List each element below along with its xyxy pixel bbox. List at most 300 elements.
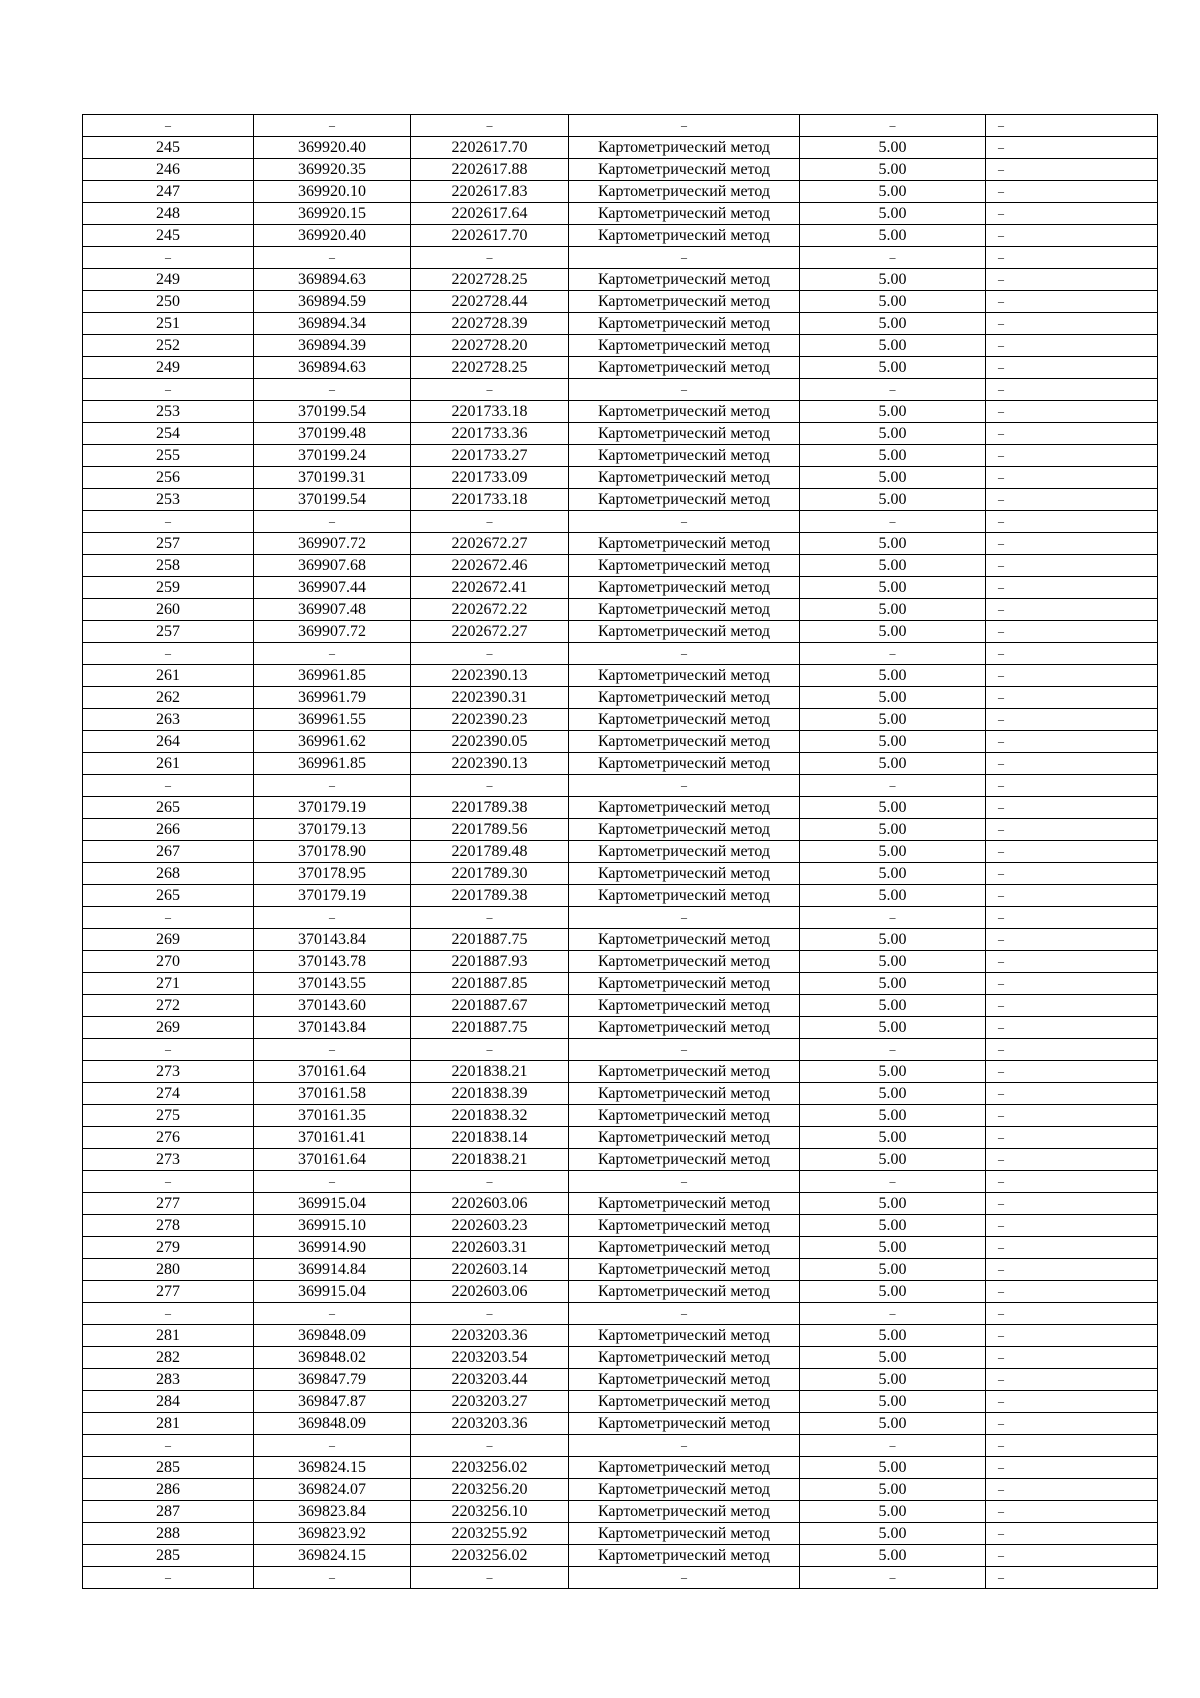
table-row: [83, 973, 1158, 995]
coordinate-y: 2202390.13: [411, 753, 569, 775]
coordinate-y: 2201789.56: [411, 819, 569, 841]
coordinate-x: 370161.58: [254, 1083, 411, 1105]
method: Картометрический метод: [569, 797, 800, 819]
method: Картометрический метод: [569, 973, 800, 995]
table-row: [83, 1391, 1158, 1413]
method: Картометрический метод: [569, 555, 800, 577]
separator-dash: –: [569, 1039, 800, 1061]
table-row: [83, 313, 1158, 335]
separator-dash: –: [254, 379, 411, 401]
point-number: 279: [83, 1237, 254, 1259]
point-number: 273: [83, 1149, 254, 1171]
note-dash: –: [986, 885, 1158, 907]
table-row: [83, 1127, 1158, 1149]
separator-dash: –: [986, 643, 1158, 665]
separator-dash: –: [83, 379, 254, 401]
separator-dash: –: [411, 511, 569, 533]
point-number: 257: [83, 621, 254, 643]
coordinate-y: 2203203.36: [411, 1413, 569, 1435]
coordinate-y: 2202617.64: [411, 203, 569, 225]
note-dash: –: [986, 423, 1158, 445]
separator-dash: –: [254, 511, 411, 533]
coordinate-y: 2202390.13: [411, 665, 569, 687]
point-number: 288: [83, 1523, 254, 1545]
coordinate-x: 369824.15: [254, 1457, 411, 1479]
coordinate-x: 369823.92: [254, 1523, 411, 1545]
point-number: 269: [83, 1017, 254, 1039]
note-dash: –: [986, 841, 1158, 863]
point-number: 255: [83, 445, 254, 467]
separator-dash: –: [254, 247, 411, 269]
coordinate-x: 369907.72: [254, 621, 411, 643]
point-number: 248: [83, 203, 254, 225]
note-dash: –: [986, 313, 1158, 335]
coordinate-x: 369961.79: [254, 687, 411, 709]
separator-dash: –: [800, 379, 986, 401]
note-dash: –: [986, 181, 1158, 203]
coordinate-x: 369847.79: [254, 1369, 411, 1391]
accuracy: 5.00: [800, 335, 986, 357]
note-dash: –: [986, 577, 1158, 599]
accuracy: 5.00: [800, 995, 986, 1017]
method: Картометрический метод: [569, 731, 800, 753]
table-row: [83, 445, 1158, 467]
coordinate-x: 369961.85: [254, 753, 411, 775]
point-number: 259: [83, 577, 254, 599]
coordinate-x: 369894.63: [254, 357, 411, 379]
coordinate-y: 2202672.27: [411, 533, 569, 555]
note-dash: –: [986, 1083, 1158, 1105]
point-number: 275: [83, 1105, 254, 1127]
separator-dash: –: [986, 115, 1158, 137]
separator-dash: –: [83, 775, 254, 797]
coordinate-y: 2201789.38: [411, 885, 569, 907]
coordinate-x: 370199.54: [254, 489, 411, 511]
coordinate-x: 369848.02: [254, 1347, 411, 1369]
note-dash: –: [986, 335, 1158, 357]
coordinate-x: 370178.90: [254, 841, 411, 863]
method: Картометрический метод: [569, 423, 800, 445]
point-number: 285: [83, 1545, 254, 1567]
separator-row: [83, 1039, 1158, 1061]
separator-row: [83, 1435, 1158, 1457]
coordinate-y: 2202617.70: [411, 225, 569, 247]
method: Картометрический метод: [569, 203, 800, 225]
coordinate-y: 2202728.44: [411, 291, 569, 313]
note-dash: –: [986, 995, 1158, 1017]
coordinate-x: 369961.85: [254, 665, 411, 687]
note-dash: –: [986, 533, 1158, 555]
separator-row: [83, 247, 1158, 269]
coordinate-y: 2201733.36: [411, 423, 569, 445]
table-row: [83, 1413, 1158, 1435]
coordinate-y: 2203203.36: [411, 1325, 569, 1347]
coordinate-y: 2203203.44: [411, 1369, 569, 1391]
coordinate-y: 2202390.31: [411, 687, 569, 709]
coordinate-y: 2203203.54: [411, 1347, 569, 1369]
note-dash: –: [986, 1061, 1158, 1083]
coordinate-x: 369961.62: [254, 731, 411, 753]
point-number: 262: [83, 687, 254, 709]
table-row: [83, 1017, 1158, 1039]
note-dash: –: [986, 489, 1158, 511]
coordinate-x: 370199.24: [254, 445, 411, 467]
note-dash: –: [986, 467, 1158, 489]
table-row: [83, 401, 1158, 423]
separator-dash: –: [800, 1039, 986, 1061]
separator-dash: –: [986, 379, 1158, 401]
separator-dash: –: [83, 1039, 254, 1061]
accuracy: 5.00: [800, 687, 986, 709]
coordinate-y: 2203256.02: [411, 1457, 569, 1479]
coordinate-x: 370143.60: [254, 995, 411, 1017]
point-number: 252: [83, 335, 254, 357]
coordinate-x: 369914.90: [254, 1237, 411, 1259]
point-number: 277: [83, 1193, 254, 1215]
separator-dash: –: [800, 511, 986, 533]
method: Картометрический метод: [569, 1281, 800, 1303]
method: Картометрический метод: [569, 1083, 800, 1105]
accuracy: 5.00: [800, 1369, 986, 1391]
separator-row: [83, 1567, 1158, 1589]
coordinate-x: 370178.95: [254, 863, 411, 885]
separator-dash: –: [986, 775, 1158, 797]
separator-dash: –: [569, 907, 800, 929]
coordinate-y: 2203256.02: [411, 1545, 569, 1567]
method: Картометрический метод: [569, 1479, 800, 1501]
point-number: 270: [83, 951, 254, 973]
separator-dash: –: [569, 1303, 800, 1325]
accuracy: 5.00: [800, 819, 986, 841]
separator-dash: –: [254, 907, 411, 929]
method: Картометрический метод: [569, 841, 800, 863]
separator-dash: –: [254, 115, 411, 137]
note-dash: –: [986, 1281, 1158, 1303]
table-row: [83, 621, 1158, 643]
point-number: 280: [83, 1259, 254, 1281]
accuracy: 5.00: [800, 973, 986, 995]
method: Картометрический метод: [569, 335, 800, 357]
coordinate-x: 370161.41: [254, 1127, 411, 1149]
separator-row: [83, 775, 1158, 797]
coordinate-y: 2201789.30: [411, 863, 569, 885]
separator-dash: –: [800, 907, 986, 929]
separator-dash: –: [411, 1039, 569, 1061]
accuracy: 5.00: [800, 621, 986, 643]
separator-dash: –: [411, 1171, 569, 1193]
point-number: 253: [83, 489, 254, 511]
coordinate-y: 2202603.31: [411, 1237, 569, 1259]
table-row: [83, 533, 1158, 555]
separator-dash: –: [83, 1303, 254, 1325]
coordinates-table: [82, 114, 1158, 1589]
note-dash: –: [986, 203, 1158, 225]
coordinate-x: 370143.78: [254, 951, 411, 973]
accuracy: 5.00: [800, 313, 986, 335]
method: Картометрический метод: [569, 1149, 800, 1171]
table-row: [83, 357, 1158, 379]
table-row: [83, 1523, 1158, 1545]
point-number: 258: [83, 555, 254, 577]
separator-dash: –: [986, 1567, 1158, 1589]
point-number: 276: [83, 1127, 254, 1149]
coordinate-x: 370199.54: [254, 401, 411, 423]
method: Картометрический метод: [569, 1369, 800, 1391]
coordinate-y: 2201789.48: [411, 841, 569, 863]
point-number: 277: [83, 1281, 254, 1303]
method: Картометрический метод: [569, 1501, 800, 1523]
coordinate-x: 369907.44: [254, 577, 411, 599]
coordinate-x: 369961.55: [254, 709, 411, 731]
coordinate-x: 369847.87: [254, 1391, 411, 1413]
point-number: 254: [83, 423, 254, 445]
point-number: 253: [83, 401, 254, 423]
separator-dash: –: [83, 247, 254, 269]
coordinate-y: 2202390.05: [411, 731, 569, 753]
note-dash: –: [986, 1193, 1158, 1215]
coordinate-x: 369920.10: [254, 181, 411, 203]
method: Картометрический метод: [569, 181, 800, 203]
point-number: 249: [83, 269, 254, 291]
coordinate-y: 2202672.41: [411, 577, 569, 599]
separator-dash: –: [986, 247, 1158, 269]
accuracy: 5.00: [800, 731, 986, 753]
note-dash: –: [986, 1479, 1158, 1501]
table-row: [83, 1501, 1158, 1523]
method: Картометрический метод: [569, 709, 800, 731]
method: Картометрический метод: [569, 929, 800, 951]
table-row: [83, 1149, 1158, 1171]
method: Картометрический метод: [569, 1259, 800, 1281]
accuracy: 5.00: [800, 181, 986, 203]
separator-dash: –: [254, 775, 411, 797]
point-number: 286: [83, 1479, 254, 1501]
note-dash: –: [986, 1149, 1158, 1171]
table-row: [83, 995, 1158, 1017]
coordinate-x: 369824.15: [254, 1545, 411, 1567]
note-dash: –: [986, 973, 1158, 995]
method: Картометрический метод: [569, 225, 800, 247]
method: Картометрический метод: [569, 1413, 800, 1435]
point-number: 245: [83, 137, 254, 159]
separator-dash: –: [569, 115, 800, 137]
table-row: [83, 1237, 1158, 1259]
accuracy: 5.00: [800, 357, 986, 379]
separator-dash: –: [569, 643, 800, 665]
separator-dash: –: [569, 247, 800, 269]
point-number: 265: [83, 797, 254, 819]
separator-dash: –: [800, 1303, 986, 1325]
separator-row: [83, 643, 1158, 665]
note-dash: –: [986, 1017, 1158, 1039]
table-row: [83, 709, 1158, 731]
coordinate-x: 370143.84: [254, 929, 411, 951]
separator-dash: –: [569, 511, 800, 533]
coordinate-x: 369915.04: [254, 1281, 411, 1303]
separator-dash: –: [800, 1435, 986, 1457]
coordinate-y: 2201887.75: [411, 929, 569, 951]
table-row: [83, 269, 1158, 291]
separator-dash: –: [800, 1171, 986, 1193]
accuracy: 5.00: [800, 1457, 986, 1479]
point-number: 265: [83, 885, 254, 907]
coordinate-y: 2202390.23: [411, 709, 569, 731]
table-row: [83, 1215, 1158, 1237]
note-dash: –: [986, 291, 1158, 313]
separator-dash: –: [254, 1171, 411, 1193]
accuracy: 5.00: [800, 489, 986, 511]
point-number: 267: [83, 841, 254, 863]
note-dash: –: [986, 753, 1158, 775]
table-row: [83, 1347, 1158, 1369]
point-number: 251: [83, 313, 254, 335]
table-row: [83, 137, 1158, 159]
note-dash: –: [986, 1391, 1158, 1413]
point-number: 278: [83, 1215, 254, 1237]
coordinate-x: 370179.13: [254, 819, 411, 841]
coordinate-y: 2202672.22: [411, 599, 569, 621]
separator-dash: –: [569, 775, 800, 797]
accuracy: 5.00: [800, 929, 986, 951]
coordinates-table-body: [83, 115, 1158, 1589]
point-number: 260: [83, 599, 254, 621]
coordinate-x: 369920.40: [254, 137, 411, 159]
coordinate-x: 369907.68: [254, 555, 411, 577]
table-row: [83, 467, 1158, 489]
coordinate-x: 369894.34: [254, 313, 411, 335]
coordinate-y: 2201887.75: [411, 1017, 569, 1039]
method: Картометрический метод: [569, 1061, 800, 1083]
note-dash: –: [986, 159, 1158, 181]
separator-dash: –: [411, 379, 569, 401]
table-row: [83, 1061, 1158, 1083]
coordinate-x: 369823.84: [254, 1501, 411, 1523]
coordinate-y: 2203256.20: [411, 1479, 569, 1501]
point-number: 249: [83, 357, 254, 379]
coordinate-y: 2201733.18: [411, 489, 569, 511]
coordinate-x: 369914.84: [254, 1259, 411, 1281]
accuracy: 5.00: [800, 1479, 986, 1501]
separator-dash: –: [411, 775, 569, 797]
point-number: 284: [83, 1391, 254, 1413]
coordinate-x: 370161.64: [254, 1149, 411, 1171]
table-row: [83, 1105, 1158, 1127]
note-dash: –: [986, 269, 1158, 291]
accuracy: 5.00: [800, 885, 986, 907]
coordinate-x: 370143.55: [254, 973, 411, 995]
coordinate-y: 2203203.27: [411, 1391, 569, 1413]
accuracy: 5.00: [800, 445, 986, 467]
coordinate-y: 2201887.67: [411, 995, 569, 1017]
method: Картометрический метод: [569, 1545, 800, 1567]
separator-dash: –: [569, 1567, 800, 1589]
coordinate-x: 369824.07: [254, 1479, 411, 1501]
table-row: [83, 951, 1158, 973]
separator-row: [83, 1171, 1158, 1193]
method: Картометрический метод: [569, 1215, 800, 1237]
coordinate-y: 2202728.25: [411, 269, 569, 291]
table-row: [83, 1545, 1158, 1567]
coordinate-y: 2202728.20: [411, 335, 569, 357]
note-dash: –: [986, 599, 1158, 621]
note-dash: –: [986, 137, 1158, 159]
separator-row: [83, 511, 1158, 533]
point-number: 263: [83, 709, 254, 731]
accuracy: 5.00: [800, 1215, 986, 1237]
coordinate-y: 2202603.06: [411, 1193, 569, 1215]
accuracy: 5.00: [800, 797, 986, 819]
accuracy: 5.00: [800, 1545, 986, 1567]
accuracy: 5.00: [800, 753, 986, 775]
method: Картометрический метод: [569, 467, 800, 489]
point-number: 256: [83, 467, 254, 489]
coordinate-x: 369920.15: [254, 203, 411, 225]
method: Картометрический метод: [569, 1523, 800, 1545]
method: Картометрический метод: [569, 687, 800, 709]
note-dash: –: [986, 1215, 1158, 1237]
table-row: [83, 1457, 1158, 1479]
accuracy: 5.00: [800, 401, 986, 423]
method: Картометрический метод: [569, 577, 800, 599]
coordinate-x: 370161.35: [254, 1105, 411, 1127]
table-row: [83, 577, 1158, 599]
point-number: 272: [83, 995, 254, 1017]
method: Картометрический метод: [569, 621, 800, 643]
coordinate-x: 370143.84: [254, 1017, 411, 1039]
separator-dash: –: [83, 511, 254, 533]
note-dash: –: [986, 1347, 1158, 1369]
accuracy: 5.00: [800, 533, 986, 555]
coordinate-x: 369907.48: [254, 599, 411, 621]
method: Картометрический метод: [569, 269, 800, 291]
point-number: 266: [83, 819, 254, 841]
table-row: [83, 753, 1158, 775]
coordinate-y: 2201838.32: [411, 1105, 569, 1127]
separator-dash: –: [411, 1567, 569, 1589]
method: Картометрический метод: [569, 1391, 800, 1413]
point-number: 250: [83, 291, 254, 313]
coordinate-y: 2202617.88: [411, 159, 569, 181]
coordinate-x: 370179.19: [254, 797, 411, 819]
separator-dash: –: [800, 247, 986, 269]
accuracy: 5.00: [800, 951, 986, 973]
table-row: [83, 1369, 1158, 1391]
coordinate-y: 2201733.27: [411, 445, 569, 467]
coordinate-y: 2201887.85: [411, 973, 569, 995]
separator-dash: –: [569, 379, 800, 401]
method: Картометрический метод: [569, 1017, 800, 1039]
separator-dash: –: [254, 1435, 411, 1457]
method: Картометрический метод: [569, 995, 800, 1017]
point-number: 261: [83, 665, 254, 687]
accuracy: 5.00: [800, 137, 986, 159]
separator-dash: –: [986, 907, 1158, 929]
separator-dash: –: [986, 511, 1158, 533]
coordinate-y: 2202603.06: [411, 1281, 569, 1303]
accuracy: 5.00: [800, 269, 986, 291]
table-row: [83, 1083, 1158, 1105]
table-row: [83, 1259, 1158, 1281]
accuracy: 5.00: [800, 863, 986, 885]
accuracy: 5.00: [800, 1149, 986, 1171]
method: Картометрический метод: [569, 137, 800, 159]
separator-dash: –: [986, 1039, 1158, 1061]
note-dash: –: [986, 797, 1158, 819]
table-row: [83, 929, 1158, 951]
note-dash: –: [986, 357, 1158, 379]
note-dash: –: [986, 1523, 1158, 1545]
separator-dash: –: [254, 1039, 411, 1061]
